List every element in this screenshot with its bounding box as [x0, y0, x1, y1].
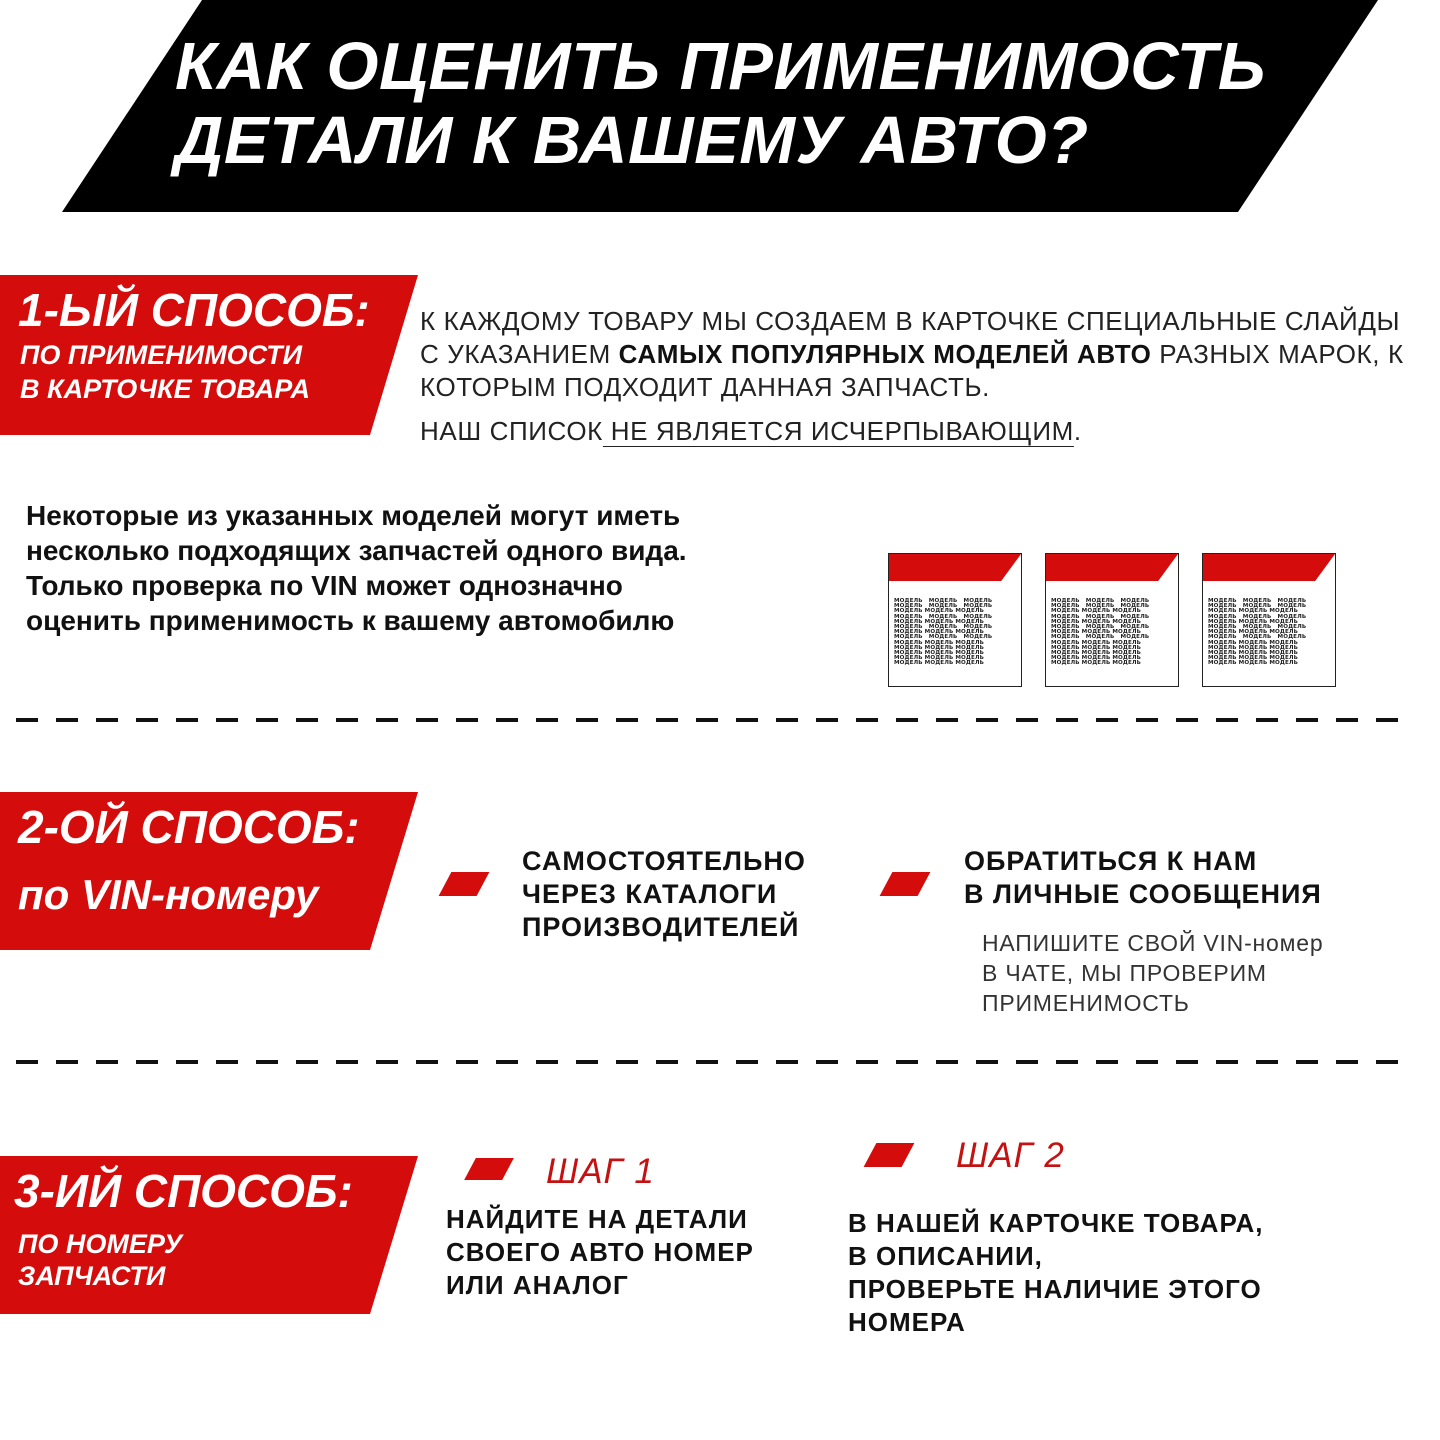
option-self-catalog	[522, 845, 862, 944]
section-divider	[16, 1060, 1408, 1064]
option-contact-us-note-line-3: ПРИМЕНИМОСТЬ	[982, 990, 1190, 1016]
option-contact-us	[964, 845, 1404, 911]
card-model-line: МОДЕЛЬ МОДЕЛЬ МОДЕЛЬ	[1051, 650, 1141, 657]
card-model-line: МОДЕЛЬ МОДЕЛЬ МОДЕЛЬ	[1051, 644, 1141, 651]
card-model-line: МОДЕЛЬ МОДЕЛЬ МОДЕЛЬ	[1051, 598, 1150, 604]
step-2-text-line-2: В ОПИСАНИИ,	[848, 1241, 1043, 1271]
method2-label: 2-ОЙ СПОСОБ:	[18, 801, 360, 853]
card-model-list	[894, 599, 1004, 667]
card-model-list	[1208, 599, 1318, 667]
page-title-line-1: КАК ОЦЕНИТЬ ПРИМЕНИМОСТЬ	[175, 29, 1266, 104]
card-model-line: МОДЕЛЬ МОДЕЛЬ МОДЕЛЬ	[894, 603, 993, 610]
card-model-line: МОДЕЛЬ МОДЕЛЬ МОДЕЛЬ	[894, 644, 984, 651]
card-model-line: МОДЕЛЬ МОДЕЛЬ МОДЕЛЬ	[894, 624, 993, 631]
step-1-text	[446, 1203, 826, 1302]
method1-description	[420, 305, 1410, 404]
step-2-text	[848, 1207, 1408, 1339]
card-model-line: МОДЕЛЬ МОДЕЛЬ МОДЕЛЬ	[1208, 624, 1307, 631]
card-model-line: МОДЕЛЬ МОДЕЛЬ МОДЕЛЬ	[1208, 650, 1298, 657]
step-1-label: ШАГ 1	[546, 1152, 655, 1191]
method2-sublabel: по VIN-номеру	[18, 871, 319, 918]
method1-sublabel-line-2: В КАРТОЧКЕ ТОВАРА	[20, 374, 311, 404]
card-header-bar	[889, 554, 1021, 581]
option-self-catalog-line-2: ЧЕРЕЗ КАТАЛОГИ	[522, 879, 778, 909]
option-contact-us-note-line-1: НАПИШИТЕ СВОЙ VIN-номер	[982, 930, 1324, 956]
card-model-line: МОДЕЛЬ МОДЕЛЬ МОДЕЛЬ	[1208, 629, 1298, 636]
card-model-line: МОДЕЛЬ МОДЕЛЬ МОДЕЛЬ	[1208, 613, 1307, 620]
card-model-line: МОДЕЛЬ МОДЕЛЬ МОДЕЛЬ	[894, 629, 984, 636]
card-model-line: МОДЕЛЬ МОДЕЛЬ МОДЕЛЬ	[1208, 634, 1307, 641]
card-model-line: МОДЕЛЬ МОДЕЛЬ МОДЕЛЬ	[1051, 660, 1141, 667]
card-header-bar	[1046, 554, 1178, 581]
vin-notice-line-1: Некоторые из указанных моделей могут иметь	[26, 500, 681, 531]
method1-description-highlight: САМЫХ ПОПУЛЯРНЫХ МОДЕЛЕЙ АВТО	[618, 339, 1152, 369]
card-model-line: МОДЕЛЬ МОДЕЛЬ МОДЕЛЬ	[1208, 639, 1298, 646]
vin-notice	[26, 498, 866, 638]
card-model-line: МОДЕЛЬ МОДЕЛЬ МОДЕЛЬ	[1051, 608, 1141, 615]
option-contact-us-line-1: ОБРАТИТЬСЯ К НАМ	[964, 846, 1258, 876]
option-contact-us-note-line-2: В ЧАТЕ, МЫ ПРОВЕРИМ	[982, 960, 1267, 986]
step-2-text-line-4: НОМЕРА	[848, 1307, 966, 1337]
step-1-text-line-3: ИЛИ АНАЛОГ	[446, 1270, 629, 1300]
method1-note-prefix: НАШ СПИСОК	[420, 416, 603, 446]
card-model-line: МОДЕЛЬ МОДЕЛЬ МОДЕЛЬ	[1051, 624, 1150, 631]
vin-notice-line-3: Только проверка по VIN может однозначно	[26, 570, 623, 601]
option-self-catalog-line-3: ПРОИЗВОДИТЕЛЕЙ	[522, 912, 800, 942]
card-model-line: МОДЕЛЬ МОДЕЛЬ МОДЕЛЬ	[1051, 618, 1141, 625]
vin-notice-line-4: оценить применимость к вашему автомобилю	[26, 605, 675, 636]
vin-notice-line-2: несколько подходящих запчастей одного вида.	[26, 535, 687, 566]
card-model-line: МОДЕЛЬ МОДЕЛЬ МОДЕЛЬ	[894, 608, 984, 615]
page-title-line-2: ДЕТАЛИ К ВАШЕМУ АВТО?	[175, 103, 1089, 178]
card-header-bar	[1203, 554, 1335, 581]
card-model-line: МОДЕЛЬ МОДЕЛЬ МОДЕЛЬ	[894, 660, 984, 667]
card-model-line: МОДЕЛЬ МОДЕЛЬ МОДЕЛЬ	[894, 639, 984, 646]
card-model-line: МОДЕЛЬ МОДЕЛЬ МОДЕЛЬ	[1208, 618, 1298, 625]
option-self-catalog-line-1: САМОСТОЯТЕЛЬНО	[522, 846, 806, 876]
card-model-line: МОДЕЛЬ МОДЕЛЬ МОДЕЛЬ	[1208, 644, 1298, 651]
step-1-text-line-1: НАЙДИТЕ НА ДЕТАЛИ	[446, 1204, 748, 1234]
card-model-line: МОДЕЛЬ МОДЕЛЬ МОДЕЛЬ	[1051, 629, 1141, 636]
bullet-mark	[439, 872, 490, 896]
method1-label: 1-ЫЙ СПОСОБ:	[18, 284, 370, 336]
model-slide-card	[888, 553, 1022, 687]
method1-sublabel-line-1: ПО ПРИМЕНИМОСТИ	[20, 340, 303, 370]
step-1-text-line-2: СВОЕГО АВТО НОМЕР	[446, 1237, 754, 1267]
page-title	[175, 30, 1305, 178]
card-model-list	[1051, 599, 1161, 667]
card-model-line: МОДЕЛЬ МОДЕЛЬ МОДЕЛЬ	[894, 598, 993, 604]
card-model-line: МОДЕЛЬ МОДЕЛЬ МОДЕЛЬ	[894, 634, 993, 641]
option-contact-us-note	[982, 928, 1402, 1018]
method1-note-underlined: НЕ ЯВЛЯЕТСЯ ИСЧЕРПЫВАЮЩИМ	[602, 416, 1074, 446]
card-model-line: МОДЕЛЬ МОДЕЛЬ МОДЕЛЬ	[1051, 603, 1150, 610]
card-model-line: МОДЕЛЬ МОДЕЛЬ МОДЕЛЬ	[894, 618, 984, 625]
card-model-line: МОДЕЛЬ МОДЕЛЬ МОДЕЛЬ	[1051, 639, 1141, 646]
card-model-line: МОДЕЛЬ МОДЕЛЬ МОДЕЛЬ	[894, 655, 984, 662]
card-model-line: МОДЕЛЬ МОДЕЛЬ МОДЕЛЬ	[1051, 613, 1150, 620]
method3-sublabel-line-2: ЗАПЧАСТИ	[18, 1261, 166, 1291]
bullet-mark	[880, 872, 931, 896]
card-model-line: МОДЕЛЬ МОДЕЛЬ МОДЕЛЬ	[1208, 603, 1307, 610]
option-contact-us-line-2: В ЛИЧНЫЕ СООБЩЕНИЯ	[964, 879, 1322, 909]
method3-sublabel-line-1: ПО НОМЕРУ	[18, 1229, 183, 1259]
method1-note-suffix: .	[1073, 416, 1082, 446]
model-slide-card	[1202, 553, 1336, 687]
model-slide-card	[1045, 553, 1179, 687]
bullet-mark	[864, 1143, 915, 1167]
step-2-text-line-1: В НАШЕЙ КАРТОЧКЕ ТОВАРА,	[848, 1208, 1264, 1238]
step-2-text-line-3: ПРОВЕРЬТЕ НАЛИЧИЕ ЭТОГО	[848, 1274, 1262, 1304]
card-model-line: МОДЕЛЬ МОДЕЛЬ МОДЕЛЬ	[894, 613, 993, 620]
card-model-line: МОДЕЛЬ МОДЕЛЬ МОДЕЛЬ	[1208, 660, 1298, 667]
section-divider	[16, 718, 1408, 722]
method1-note	[420, 415, 1410, 448]
card-model-line: МОДЕЛЬ МОДЕЛЬ МОДЕЛЬ	[1208, 655, 1298, 662]
card-model-line: МОДЕЛЬ МОДЕЛЬ МОДЕЛЬ	[894, 650, 984, 657]
bullet-mark	[464, 1158, 514, 1180]
method1-description-text-2: РАЗНЫХ МАРОК, К КОТОРЫМ ПОДХОДИТ ДАННАЯ ЗАПЧАСТЬ.	[420, 339, 1404, 402]
card-model-line: МОДЕЛЬ МОДЕЛЬ МОДЕЛЬ	[1208, 598, 1307, 604]
card-model-line: МОДЕЛЬ МОДЕЛЬ МОДЕЛЬ	[1208, 608, 1298, 615]
method3-label: 3-ИЙ СПОСОБ:	[14, 1165, 353, 1217]
step-2-label: ШАГ 2	[956, 1136, 1065, 1175]
card-model-line: МОДЕЛЬ МОДЕЛЬ МОДЕЛЬ	[1051, 655, 1141, 662]
card-model-line: МОДЕЛЬ МОДЕЛЬ МОДЕЛЬ	[1051, 634, 1150, 641]
method1-description-text-1: К КАЖДОМУ ТОВАРУ МЫ СОЗДАЕМ В КАРТОЧКЕ СПЕЦИАЛЬНЫЕ СЛАЙДЫ С УКАЗАНИЕМ	[420, 306, 1401, 369]
